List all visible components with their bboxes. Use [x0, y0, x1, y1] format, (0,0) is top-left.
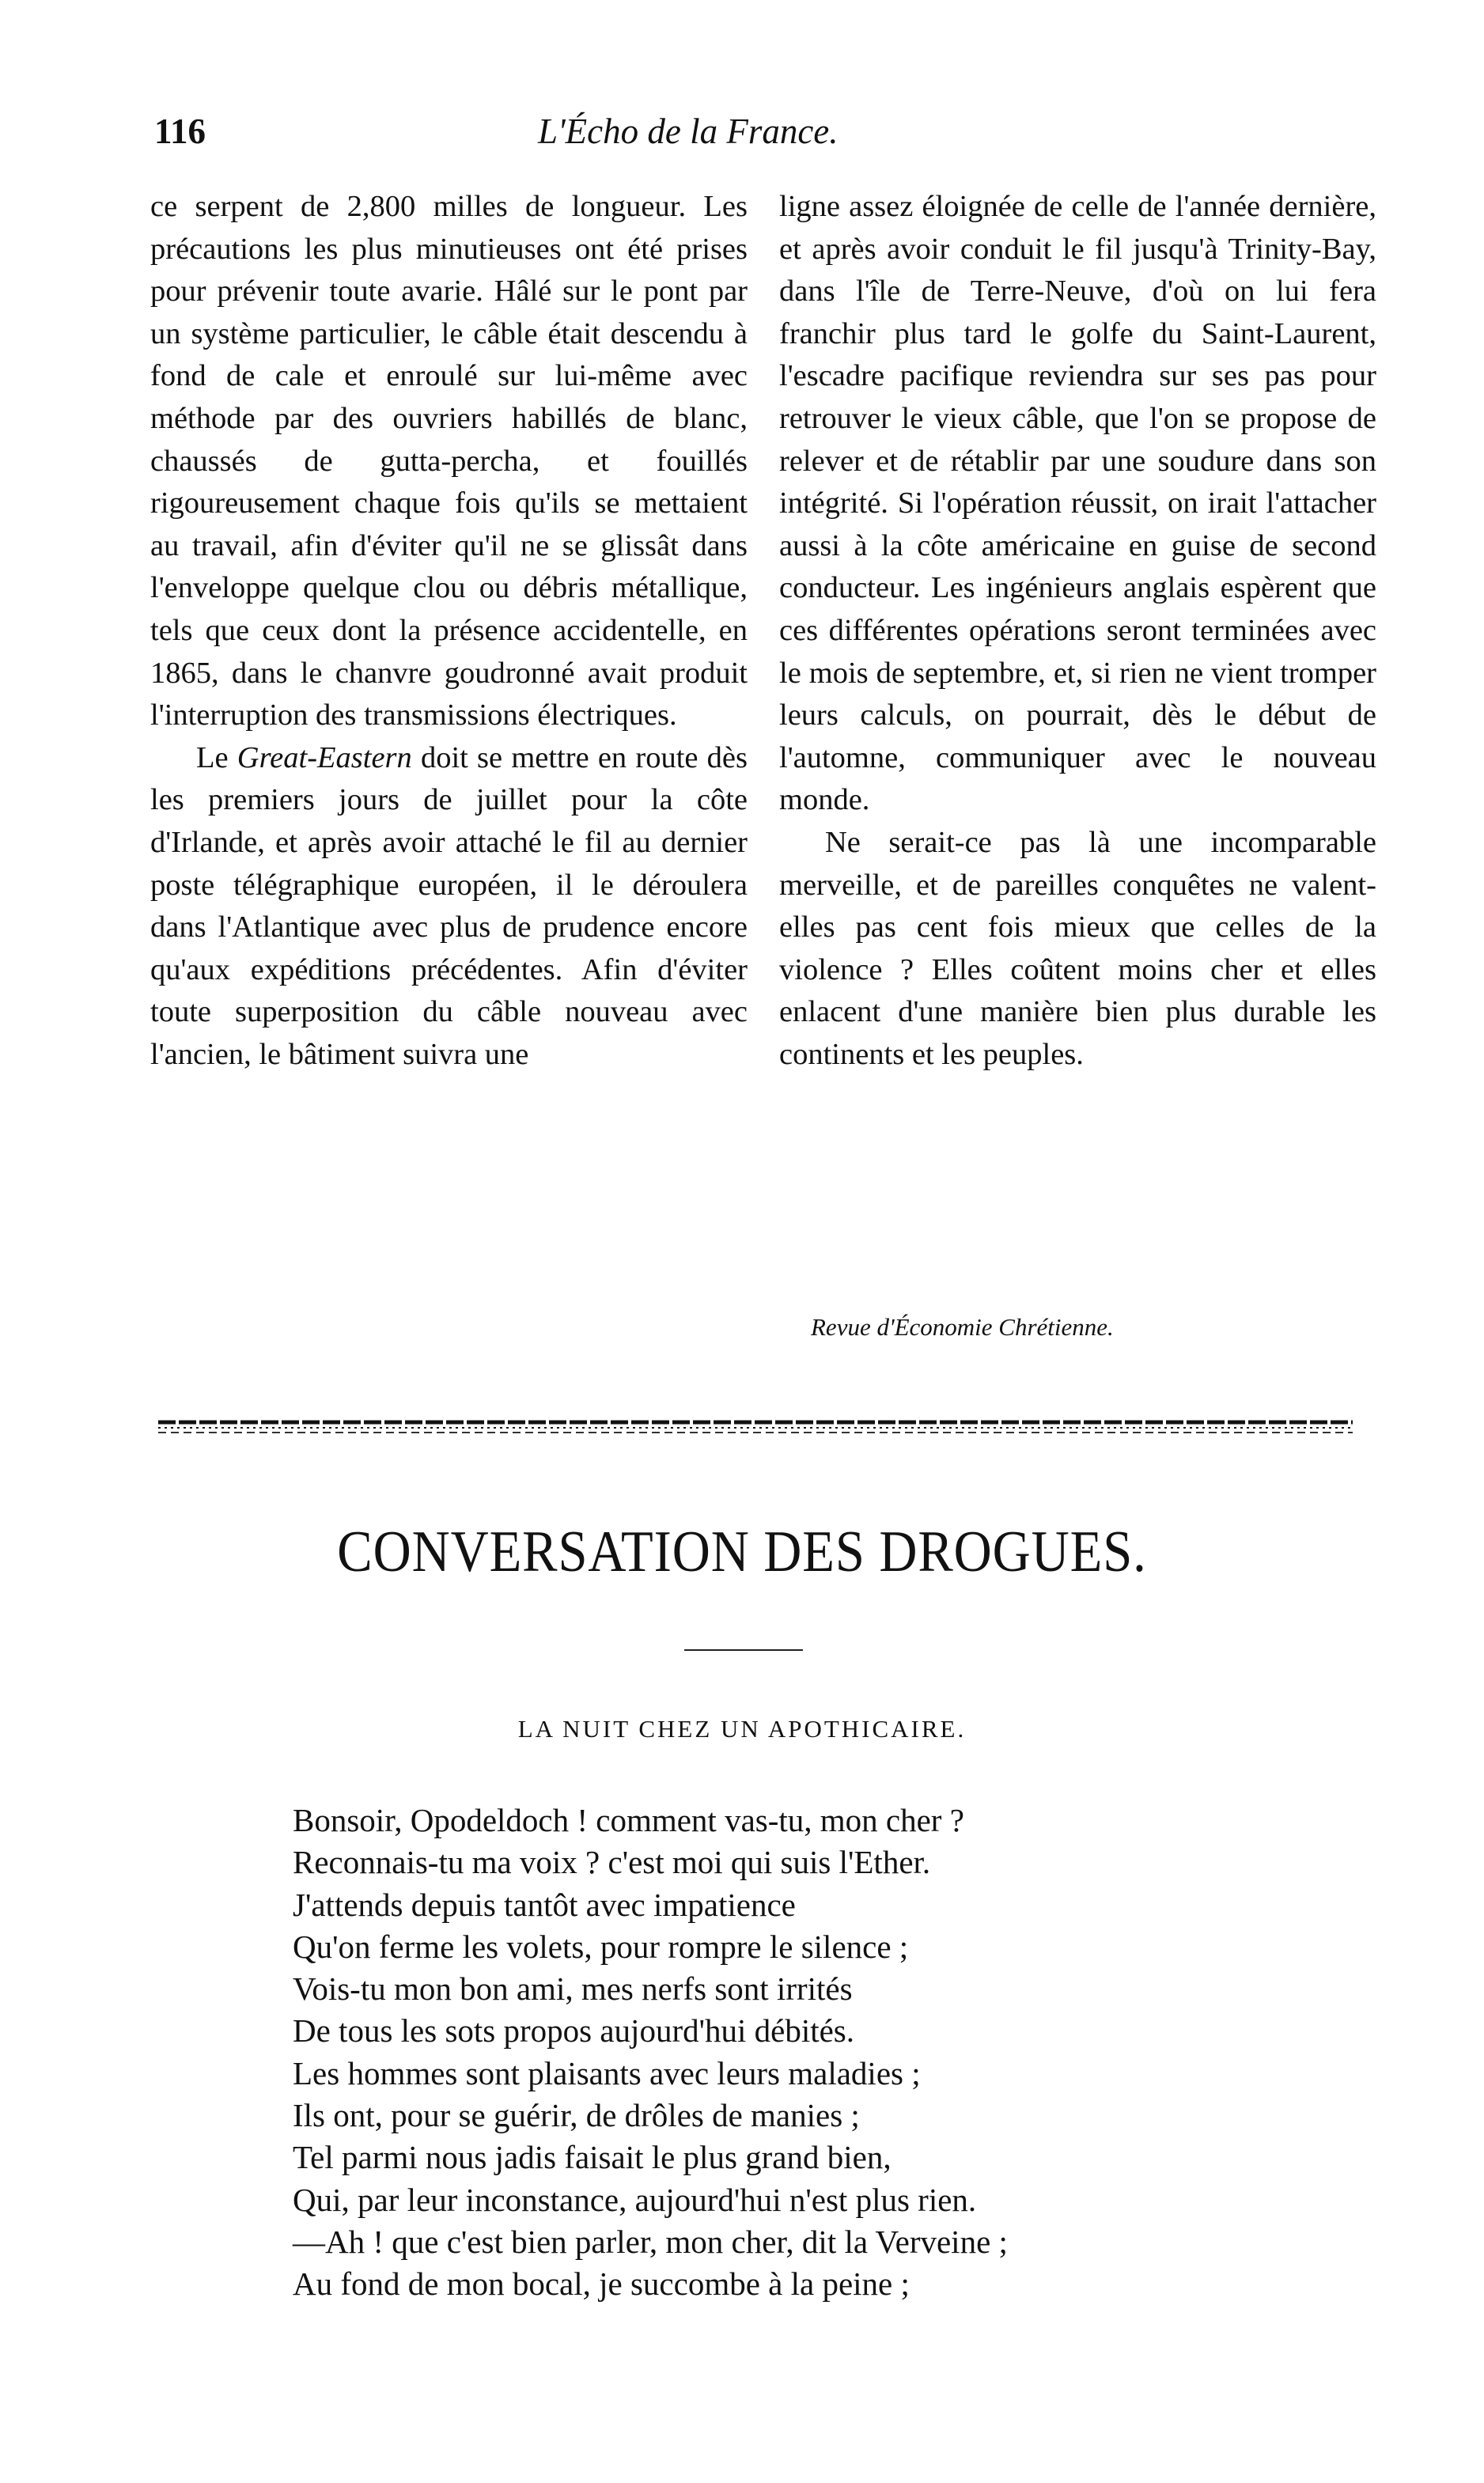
poem-line: Vois-tu mon bon ami, mes nerfs sont irrités: [293, 1970, 853, 2008]
poem-line: Ils ont, pour se guérir, de drôles de manies ;: [293, 2097, 860, 2134]
left-column: [150, 186, 748, 1076]
poem-line: De tous les sots propos aujourd'hui débités.: [293, 2012, 855, 2050]
title-rule: [684, 1649, 803, 1651]
poem-line: Reconnais-tu ma voix ? c'est moi qui suis l'Ether.: [293, 1844, 931, 1881]
poem-line: —Ah ! que c'est bien parler, mon cher, dit la Verveine ;: [293, 2223, 1008, 2260]
left-paragraph-1: ce serpent de 2,800 milles de longueur. Les précautions les plus minutieuses ont été prises pour prévenir toute avarie. Hâlé sur le pont par un système particulier, le câble était descendu à fond de cale et enroulé sur lui-même avec méthode par des ouvriers habillés de blanc, chaussés de gutta-percha, et fouillés rigoureusement chaque fois qu'ils se mettaient au travail, afin d'éviter qu'il ne se glissât dans l'enveloppe quelque clou ou débris métallique, tels que ceux dont la présence accidentelle, en 1865, dans le chanvre goudronné avait produit l'interruption des transmissions électriques.: [150, 190, 748, 732]
poem-line: Au fond de mon bocal, je succombe à la peine ;: [293, 2265, 910, 2303]
section-title: CONVERSATION DES DROGUES.: [337, 1520, 1147, 1584]
poem-line: Bonsoir, Opodeldoch ! comment vas-tu, mon cher ?: [293, 1802, 964, 1838]
poem-line: J'attends depuis tantôt avec impatience: [293, 1886, 796, 1923]
right-paragraph-2: Ne serait-ce pas là une incomparable merveille, et de pareilles conquêtes ne valent-elles pas cent fois mieux que celles de la violence ? Elles coûtent moins cher et elles enlacent d'une manière bien plus durable les continents et les peuples.: [779, 825, 1376, 1071]
source-citation: Revue d'Économie Chrétienne.: [811, 1313, 1114, 1341]
page-header: [154, 111, 1372, 166]
left-paragraph-2: [150, 737, 748, 1077]
paragraph-2-rest: doit se mettre en route dès les premiers jours de juillet pour la côte d'Irlande, et après avoir attaché le fil au dernier poste télégraphique européen, il le déroulera dans l'Atlantique avec plus de prudence encore qu'aux expéditions précédentes. Afin d'éviter toute superposition du câble nouveau avec l'ancien, le bâtiment suivra une: [150, 740, 748, 1071]
right-column: [779, 186, 1376, 1076]
poem-line: Tel parmi nous jadis faisait le plus grand bien,: [293, 2139, 892, 2176]
paragraph-2-start: Le: [196, 740, 237, 774]
section-subtitle: LA NUIT CHEZ UN APOTHICAIRE.: [517, 1715, 967, 1743]
poem-line: Les hommes sont plaisants avec leurs maladies ;: [293, 2054, 921, 2091]
ship-name: Great-Eastern: [237, 740, 412, 774]
right-paragraph-1: ligne assez éloignée de celle de l'année dernière, et après avoir conduit le fil jusqu'à Trinity-Bay, dans l'île de Terre-Neuve, d'où on lui fera franchir plus tard le golfe du Saint-Laurent, l'escadre pacifique reviendra sur ses pas pour retrouver le vieux câble, que l'on se propose de relever et de rétablir par une soudure dans son intégrité. Si l'opération réussit, on irait l'attacher aussi à la côte américaine en guise de second conducteur. Les ingénieurs anglais espèrent que ces différentes opérations seront terminées avec le mois de septembre, et, si rien ne vient tromper leurs calculs, on pourrait, dès le début de l'automne, communiquer avec le nouveau monde.: [779, 190, 1376, 817]
page-number: 116: [154, 112, 206, 151]
poem: [293, 1800, 1242, 2306]
article-columns: [150, 186, 1376, 1372]
poem-line: Qu'on ferme les volets, pour rompre le silence ;: [293, 1928, 909, 1965]
poem-line: Qui, par leur inconstance, aujourd'hui n'est plus rien.: [293, 2181, 977, 2218]
running-title: L'Écho de la France.: [538, 112, 839, 151]
decorative-divider: [158, 1416, 1353, 1440]
